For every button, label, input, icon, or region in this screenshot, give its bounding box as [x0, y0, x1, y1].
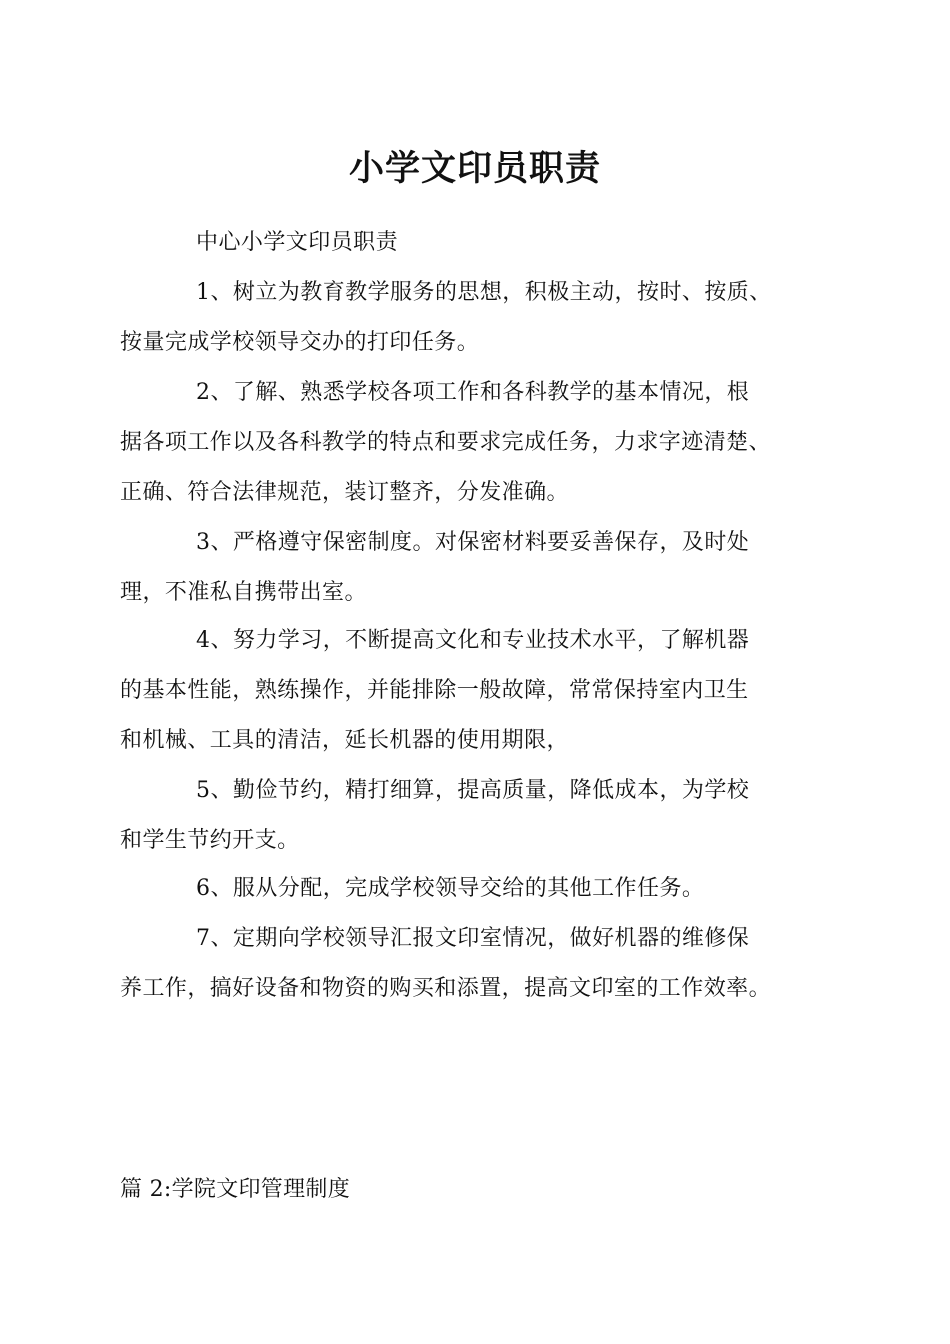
document-title: 小学文印员职责: [348, 148, 601, 189]
body-line: 7、定期向学校领导汇报文印室情况，做好机器的维修保: [196, 926, 750, 951]
body-line: 的基本性能，熟练操作，并能排除一般故障，常常保持室内卫生: [120, 678, 749, 703]
body-line: 理，不准私自携带出室。: [120, 580, 367, 605]
next-section-heading: 篇 2:学院文印管理制度: [120, 1177, 351, 1202]
body-line: 养工作，搞好设备和物资的购买和添置，提高文印室的工作效率。: [120, 976, 772, 1001]
body-line: 正确、符合法律规范，装订整齐，分发准确。: [120, 480, 570, 505]
body-line: 5、勤俭节约，精打细算，提高质量，降低成本，为学校: [196, 778, 750, 803]
body-line: 据各项工作以及各科教学的特点和要求完成任务，力求字迹清楚、: [120, 430, 772, 455]
body-line: 1、树立为教育教学服务的思想，积极主动，按时、按质、: [196, 280, 772, 305]
body-line: 和学生节约开支。: [120, 828, 300, 853]
body-line: 和机械、工具的清洁，延长机器的使用期限，: [120, 728, 570, 753]
body-line: 按量完成学校领导交办的打印任务。: [120, 330, 480, 355]
body-line: 中心小学文印员职责: [196, 230, 399, 255]
body-line: 3、严格遵守保密制度。对保密材料要妥善保存，及时处: [196, 530, 750, 555]
body-line: 2、了解、熟悉学校各项工作和各科教学的基本情况，根: [196, 380, 750, 405]
body-line: 4、努力学习，不断提高文化和专业技术水平，了解机器: [196, 628, 750, 653]
body-line: 6、服从分配，完成学校领导交给的其他工作任务。: [196, 876, 705, 901]
